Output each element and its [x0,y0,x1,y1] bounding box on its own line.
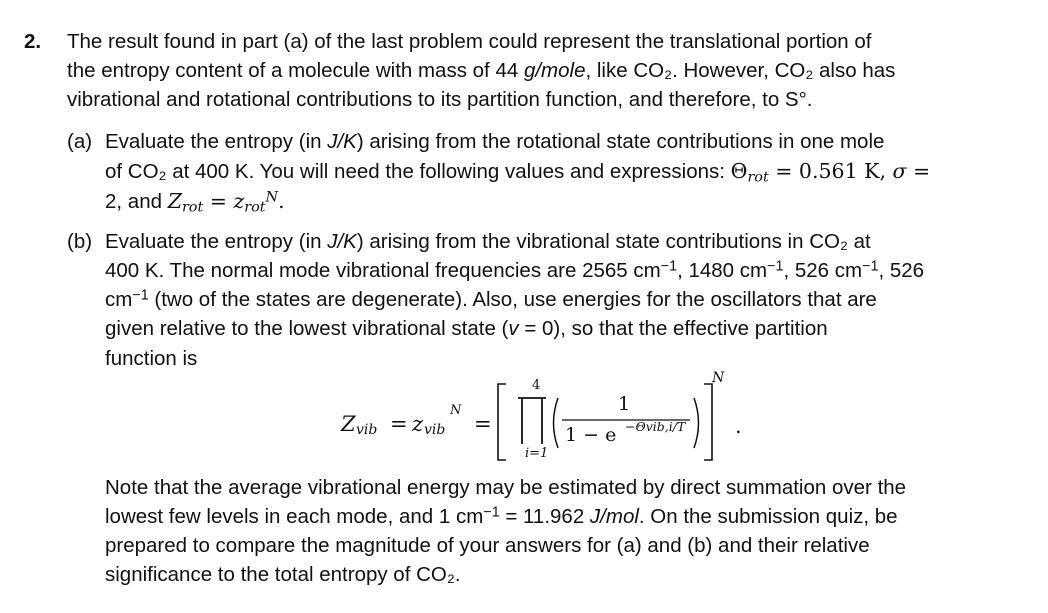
note-text-4a: significance to the total entropy of CO [105,563,447,586]
note-wavenumber-power: −1 [483,504,500,521]
theta-symbol: Θ [730,159,748,183]
fraction-numerator: 1 [618,393,631,415]
part-b-line-1 [105,228,871,256]
freq-3-unit-power: −1 [862,258,879,275]
Z-rot-symbol: Z [167,189,182,213]
part-b-text-2d: , 526 [878,259,925,282]
note-text-2a: lowest few levels in each mode, and 1 cm [105,505,484,528]
sigma-symbol: σ [892,159,907,183]
part-b-line-2 [105,257,924,285]
z-rot-symbol: z [233,189,245,213]
left-paren [554,398,559,448]
left-square-bracket [498,384,506,460]
intro-line-2 [67,57,895,85]
note-unit: J/mol [589,505,639,528]
part-b-text-3b: (two of the states are degenerate). Also, use energies for the oscillators that are [148,288,877,311]
part-a-sub: ₂ [158,160,167,183]
note-text-2c: . On the submission quiz, be [638,505,898,528]
eq-equals-2: = [474,412,492,436]
intro-line-3 [67,86,813,114]
eq-Z: Z [341,412,356,436]
intro-sub-2: ₂ [805,59,814,82]
part-b-text-4b: = 0), so that the effective partition [518,317,828,340]
z-rot-power: N [265,189,279,206]
intro-line-1 [67,28,872,56]
part-b-sub: ₂ [839,230,848,253]
part-b-line-3 [105,286,877,314]
part-b-text-2b: , 1480 cm [677,259,768,282]
part-b-label: (b) [67,230,93,253]
eq-z: z [412,412,424,436]
prod-lower-limit: i=1 [525,446,549,461]
part-b-text-3a: cm [105,288,133,311]
problem-number: 2. [24,30,42,53]
part-b-text-1a: Evaluate the entropy (in [105,230,328,253]
part-b-text-1b: ) arising from the vibrational state contributions in CO [356,230,840,253]
part-b-unit: J/K [327,230,357,253]
intro-unit: g/mole [523,59,586,82]
right-square-bracket [704,384,712,460]
part-b-line-5: function is [105,347,198,370]
fraction-exponent: −Θvib,i/T [625,419,686,434]
eq-equals-1: = [390,412,408,436]
part-a-line-2 [105,157,930,186]
intro-text-1: The result found in part (a) of the last problem could represent the translational portion of [67,30,872,53]
part-a-text-3a: 2, and [105,190,168,213]
part-b-text-1c: at [847,230,871,253]
part-a-text-1b: ) arising from the rotational state contributions in one mole [356,130,885,153]
Z-rot-equals: = [203,189,234,213]
eq-Z-sub: vib [356,422,378,438]
intro-sub-1: ₂ [664,59,673,82]
z-rot-sub: rot [244,199,266,216]
freq-4-unit-power: −1 [132,287,149,304]
v-symbol: v [508,317,519,340]
part-b-text-4a: given relative to the lowest vibrational state ( [105,317,509,340]
theta-rot-sub: rot [747,169,769,186]
note-line-4 [105,561,461,589]
intro-text-2b: , like CO [585,59,665,82]
note-line-3: prepared to compare the magnitude of your answers for (a) and (b) and their relative [105,534,870,557]
note-text-2b: = 11.962 [499,505,590,528]
part-a-text-1a: Evaluate the entropy (in [105,130,328,153]
part-a-line-3 [105,187,285,216]
theta-value: = 0.561 K, [768,159,893,183]
right-paren [694,398,699,448]
part-a-period: . [278,189,285,213]
prod-upper-limit: 4 [532,378,541,393]
note-line-2 [105,503,898,531]
outer-power-N: N [712,370,725,386]
fraction-denominator: 1 − e [565,424,617,446]
part-b-text-2c: , 526 cm [783,259,863,282]
part-a-line-1 [105,128,884,156]
part-b-text-2a: 400 K. The normal mode vibrational frequencies are 2565 cm [105,259,661,282]
freq-1-unit-power: −1 [660,258,678,275]
part-a-label: (a) [67,130,93,153]
note-sub: ₂ [446,563,455,586]
part-a-unit: J/K [327,130,357,153]
intro-text-3: vibrational and rotational contributions to its partition function, and therefore, to S°. [67,88,813,111]
intro-text-2c: . However, CO [672,59,806,82]
eq-z-sub: vib [424,422,446,438]
product-sign [518,398,546,444]
note-line-1: Note that the average vibrational energy may be estimated by direct summation over the [105,476,907,499]
sigma-equals: = [906,159,931,183]
part-a-text-2a: of CO [105,160,159,183]
intro-text-2d: also has [813,59,896,82]
intro-text-2a: the entropy content of a molecule with mass of 44 [67,59,524,82]
eq-period: . [735,414,742,438]
freq-2-unit-power: −1 [767,258,784,275]
part-a-text-2b: at 400 K. You will need the following values and expressions: [166,160,731,183]
eq-z-power: N [450,403,462,418]
part-b-line-4 [105,315,828,343]
note-text-4b: . [454,563,461,586]
Z-rot-sub: rot [181,199,204,216]
